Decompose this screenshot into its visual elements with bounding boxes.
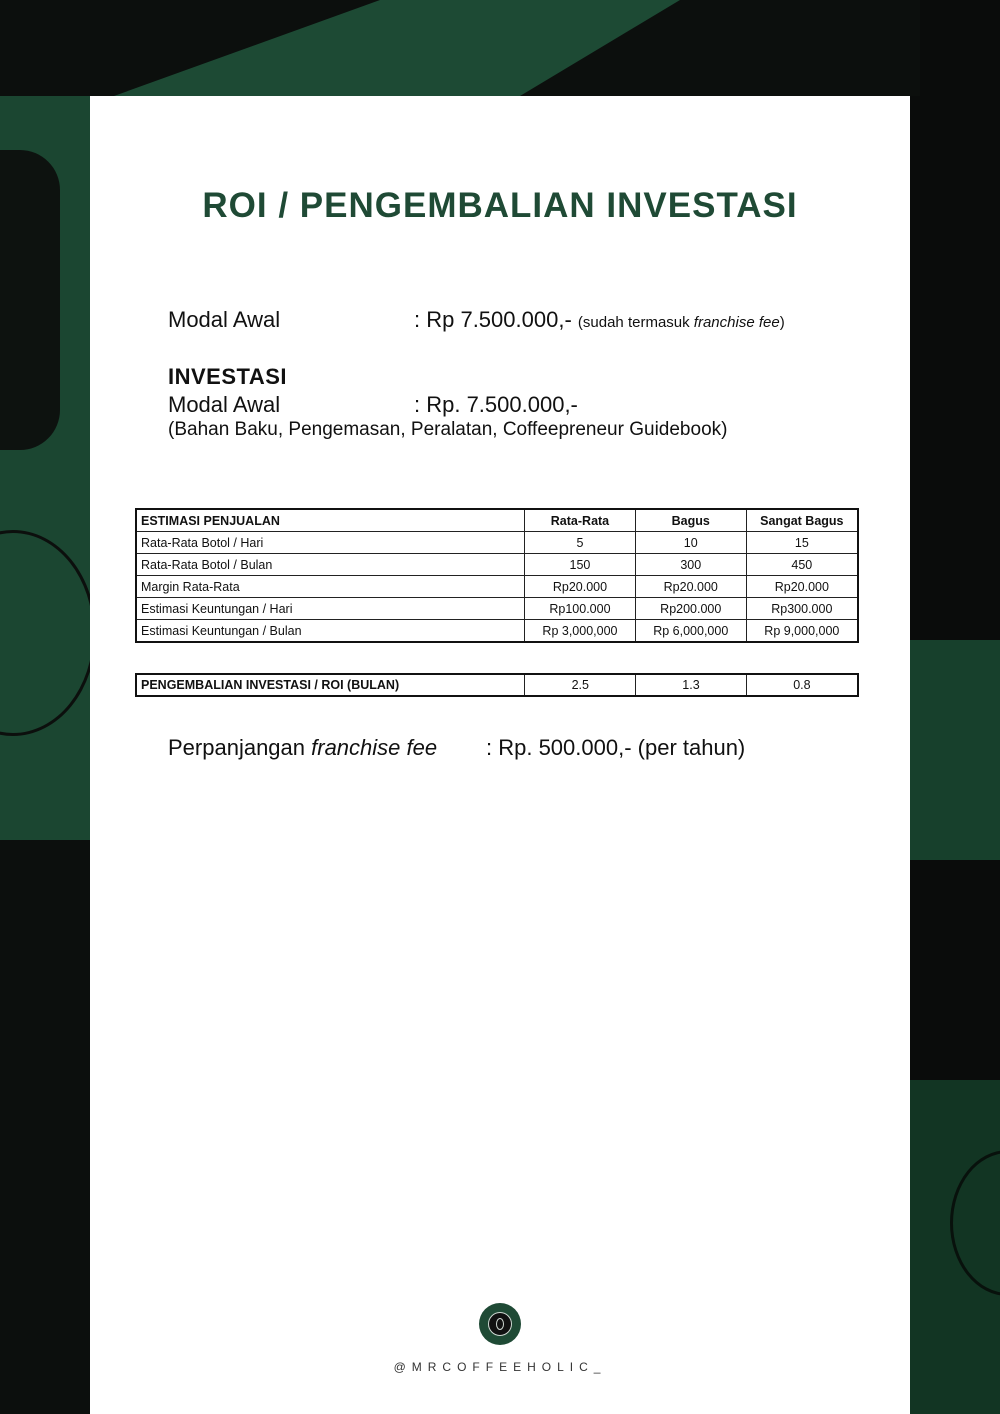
cell: 15 <box>746 532 858 554</box>
cell: 10 <box>635 532 746 554</box>
coffee-bean-logo-icon <box>479 1303 521 1345</box>
roi-value-bagus: 1.3 <box>636 674 747 696</box>
renewal-label-prefix: Perpanjangan <box>168 735 312 760</box>
cell: Rp100.000 <box>525 598 636 620</box>
page-title: ROI / PENGEMBALIAN INVESTASI <box>202 186 798 225</box>
investasi-value: : Rp. 7.500.000,- <box>414 392 578 417</box>
cell: Rp20.000 <box>525 576 636 598</box>
renewal-label-italic: franchise fee <box>311 735 438 760</box>
cell: Rp 9,000,000 <box>746 620 858 643</box>
table-header-row <box>136 509 858 532</box>
cell: Rp300.000 <box>746 598 858 620</box>
table-row <box>136 620 858 643</box>
roi-table <box>135 673 859 697</box>
table-row <box>136 576 858 598</box>
cell: Rp20.000 <box>746 576 858 598</box>
investasi-heading: INVESTASI <box>168 364 288 389</box>
row-label: Estimasi Keuntungan / Bulan <box>136 620 525 643</box>
header-bagus: Bagus <box>635 509 746 532</box>
renewal-fee-value: : Rp. 500.000,- (per tahun) <box>486 735 746 760</box>
cell: 5 <box>525 532 636 554</box>
row-label: Estimasi Keuntungan / Hari <box>136 598 525 620</box>
cell: Rp 3,000,000 <box>525 620 636 643</box>
modal-note-suffix: ) <box>779 314 785 331</box>
roi-value-sangat-bagus: 0.8 <box>746 674 858 696</box>
sales-estimate-table <box>135 508 859 643</box>
header-rata-rata: Rata-Rata <box>525 509 636 532</box>
table-row <box>136 532 858 554</box>
modal-awal-value <box>414 307 785 333</box>
cell: Rp 6,000,000 <box>635 620 746 643</box>
table-row <box>136 598 858 620</box>
cell: 150 <box>525 554 636 576</box>
cell: 450 <box>746 554 858 576</box>
header-sangat-bagus: Sangat Bagus <box>746 509 858 532</box>
roi-value-rata-rata: 2.5 <box>525 674 636 696</box>
renewal-fee-label <box>168 735 437 761</box>
header-estimasi: ESTIMASI PENJUALAN <box>136 509 525 532</box>
modal-note-italic: franchise fee <box>693 314 780 331</box>
row-label: Margin Rata-Rata <box>136 576 525 598</box>
roi-label: PENGEMBALIAN INVESTASI / ROI (BULAN) <box>136 674 525 696</box>
modal-note-prefix: (sudah termasuk <box>577 314 694 331</box>
table-row <box>136 554 858 576</box>
modal-awal-label: Modal Awal <box>168 307 281 332</box>
investasi-detail: (Bahan Baku, Pengemasan, Peralatan, Coffeepreneur Guidebook) <box>168 419 728 440</box>
social-handle: @MRCOFFEEHOLIC_ <box>393 1360 607 1374</box>
modal-awal-note <box>578 314 785 331</box>
cell: 300 <box>635 554 746 576</box>
table-row <box>136 674 858 696</box>
cell: Rp200.000 <box>635 598 746 620</box>
investasi-label: Modal Awal <box>168 392 281 417</box>
cell: Rp20.000 <box>635 576 746 598</box>
modal-awal-amount: : Rp 7.500.000,- <box>414 307 572 332</box>
row-label: Rata-Rata Botol / Bulan <box>136 554 525 576</box>
row-label: Rata-Rata Botol / Hari <box>136 532 525 554</box>
